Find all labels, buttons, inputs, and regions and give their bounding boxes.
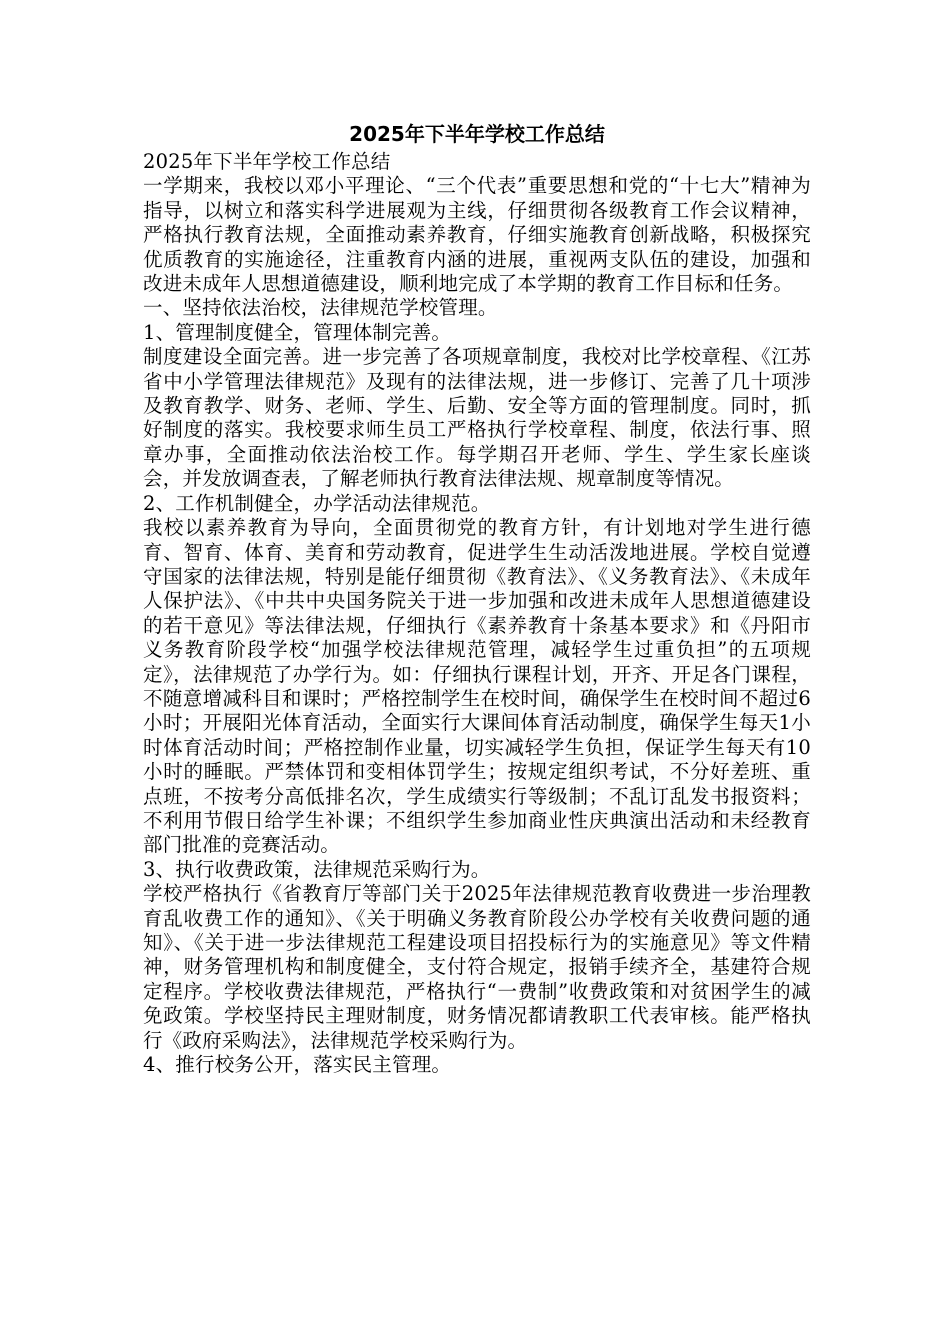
item-2-paragraph: 我校以素养教育为导向，全面贯彻党的教育方针，有计划地对学生进行德育、智育、体育、美育和劳动教育，促进学生生动活泼地进展。学校自觉遵守国家的法律法规，特别是能仔细贯彻《教育法》、《义务教育法》、《未成年人保护法》、《中共中央国务院关于进一步加强和改进未成年人思想道德建设的若干意见》等法律法规，仔细执行《素养教育十条基本要求》和《丹阳市义务教育阶段学校“加强学校法律规范管理，减轻学生过重负担”的五项规定》，法律规范了办学行为。如：仔细执行课程计划，开齐、开足各门课程，不随意增减科目和课时；严格控制学生在校时间，确保学生在校时间不超过6小时；开展阳光体育活动，全面实行大课间体育活动制度，确保学生每天1小时体育活动时间；严格控制作业量，切实减轻学生负担，保证学生每天有10小时的睡眠。严禁体罚和变相体罚学生；按规定组织考试，不分好差班、重点班，不按考分高低排名次，学生成绩实行等级制；不乱订乱发书报资料；不利用节假日给学生补课；不组织学生参加商业性庆典演出活动和未经教育部门批准的竞赛活动。: [143, 516, 811, 857]
item-2-heading: 2、工作机制健全，办学活动法律规范。: [143, 491, 491, 515]
document-subtitle: 2025年下半年学校工作总结: [143, 150, 391, 173]
item-4-heading: 4、推行校务公开，落实民主管理。: [143, 1053, 452, 1077]
document-title: 2025年下半年学校工作总结: [349, 122, 605, 146]
intro-paragraph: 一学期来，我校以邓小平理论、“三个代表”重要思想和党的“十七大”精神为指导，以树立和落实科学进展观为主线，仔细贯彻各级教育工作会议精神，严格执行教育法规，全面推动素养教育，仔细实施教育创新战略，积极探究优质教育的实施途径，注重教育内涵的进展，重视两支队伍的建设，加强和改进未成年人思想道德建设，顺利地完成了本学期的教育工作目标和任务。: [143, 174, 811, 296]
item-1-heading: 1、管理制度健全，管理体制完善。: [143, 320, 452, 344]
item-3-heading: 3、执行收费政策，法律规范采购行为。: [143, 857, 491, 881]
item-3-paragraph: 学校严格执行《省教育厅等部门关于2025年法律规范教育收费进一步治理教育乱收费工作的通知》、《关于明确义务教育阶段公办学校有关收费问题的通知》、《关于进一步法律规范工程建设项目招投标行为的实施意见》等文件精神，财务管理机构和制度健全，支付符合规定，报销手续齐全，基建符合规定程序。学校收费法律规范，严格执行“一费制”收费政策和对贫困学生的减免政策。学校坚持民主理财制度，财务情况都请教职工代表审核。能严格执行《政府采购法》，法律规范学校采购行为。: [143, 882, 811, 1052]
section-1-heading: 一、坚持依法治校，法律规范学校管理。: [143, 296, 498, 320]
document-page: [143, 120, 811, 1077]
item-1-paragraph: 制度建设全面完善。进一步完善了各项规章制度，我校对比学校章程、《江苏省中小学管理法律规范》及现有的法律法规，进一步修订、完善了几十项涉及教育教学、财务、老师、学生、后勤、安全等方面的管理制度。同时，抓好制度的落实。我校要求师生员工严格执行学校章程、制度，依法行事、照章办事，全面推动依法治校工作。每学期召开老师、学生、学生家长座谈会，并发放调查表，了解老师执行教育法律法规、规章制度等情况。: [143, 345, 811, 491]
